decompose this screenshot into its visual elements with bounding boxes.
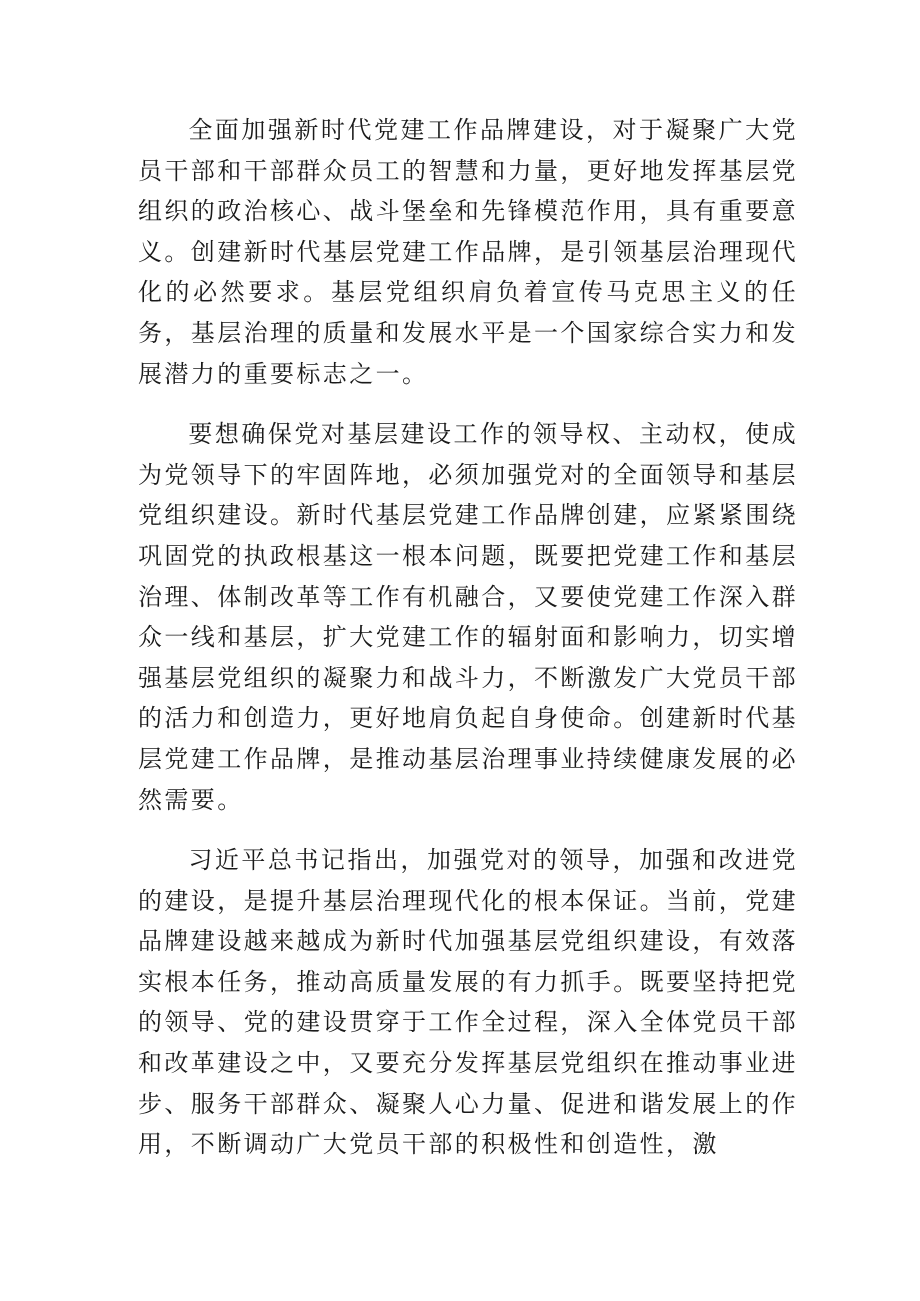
paragraph-1: 全面加强新时代党建工作品牌建设，对于凝聚广大党员干部和干部群众员工的智慧和力量，更好地发挥基层党组织的政治核心、战斗堡垒和先锋模范作用，具有重要意义。创建新时代基层党建工作品牌，是引领基层治理现代化的必然要求。基层党组织肩负着宣传马克思主义的任务，基层治理的质量和发展水平是一个国家综合实力和发展潜力的重要标志之一。: [138, 116, 798, 388]
paragraph-3: 习近平总书记指出，加强党对的领导，加强和改进党的建设，是提升基层治理现代化的根本保证。当前，党建品牌建设越来越成为新时代加强基层党组织建设，有效落实根本任务，推动高质量发展的有力抓手。既要坚持把党的领导、党的建设贯穿于工作全过程，深入全体党员干部和改革建设之中，又要充分发挥基层党组织在推动事业进步、服务干部群众、凝聚人心力量、促进和谐发展上的作用，不断调动广大党员干部的积极性和创造性，激: [138, 846, 798, 1159]
document-body: [138, 110, 798, 1185]
paragraph-2: 要想确保党对基层建设工作的领导权、主动权，使成为党领导下的牢固阵地，必须加强党对的全面领导和基层党组织建设。新时代基层党建工作品牌创建，应紧紧围绕巩固党的执政根基这一根本问题，既要把党建工作和基层治理、体制改革等工作有机融合，又要使党建工作深入群众一线和基层，扩大党建工作的辐射面和影响力，切实增强基层党组织的凝聚力和战斗力，不断激发广大党员干部的活力和创造力，更好地肩负起自身使命。创建新时代基层党建工作品牌，是推动基层治理事业持续健康发展的必然需要。: [138, 420, 798, 814]
